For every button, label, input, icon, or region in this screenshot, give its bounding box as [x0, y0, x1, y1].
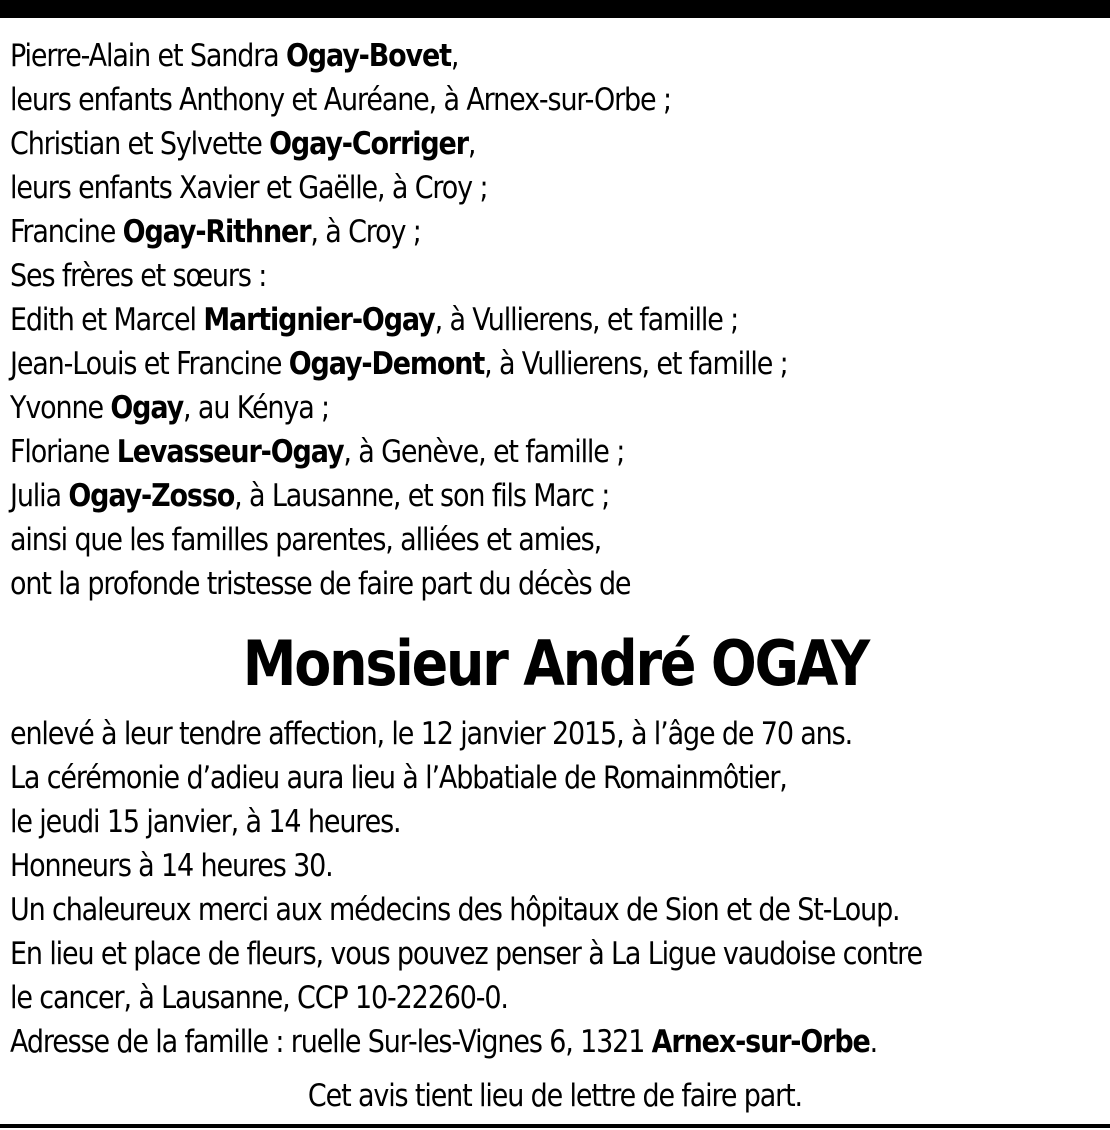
text-segment: enlevé à leur tendre affection, le 12 janvier 2015, à l’âge de 70 ans.: [10, 716, 853, 752]
family-name: Ogay-Zosso: [68, 478, 235, 514]
detail-line: [10, 932, 963, 976]
detail-line: [10, 844, 963, 888]
deceased-name: Monsieur André OGAY: [242, 627, 868, 700]
detail-line: [10, 800, 963, 844]
bottom-border-rule: [0, 1124, 1110, 1128]
text-segment: Yvonne: [10, 390, 111, 426]
mourner-line: [10, 254, 963, 298]
text-segment: , à Vullierens, et famille ;: [434, 302, 739, 338]
text-segment: ,: [467, 126, 476, 162]
text-segment: Ses frères et sœurs :: [10, 258, 267, 294]
family-name: Ogay-Bovet: [286, 38, 451, 74]
text-segment: , à Genève, et famille ;: [343, 434, 625, 470]
text-segment: , à Vullierens, et famille ;: [484, 346, 788, 382]
text-segment: Julia: [10, 478, 69, 514]
text-segment: Un chaleureux merci aux médecins des hôpitaux de Sion et de St-Loup.: [10, 892, 900, 928]
family-name: Ogay-Rithner: [122, 214, 311, 250]
mourner-line: [10, 342, 963, 386]
text-segment: Floriane: [10, 434, 117, 470]
text-segment: Honneurs à 14 heures 30.: [10, 848, 333, 884]
text-segment: leurs enfants Anthony et Auréane, à Arnex-sur-Orbe ;: [10, 82, 671, 118]
text-segment: le jeudi 15 janvier, à 14 heures.: [10, 804, 401, 840]
detail-line: [10, 888, 963, 932]
mourner-line: [10, 518, 963, 562]
text-segment: ainsi que les familles parentes, alliées et amies,: [10, 522, 602, 558]
family-name: Arnex-sur-Orbe: [651, 1024, 870, 1060]
top-border-rule: [0, 0, 1110, 18]
family-name: Ogay-Corriger: [269, 126, 468, 162]
detail-line: [10, 756, 963, 800]
text-segment: , au Kénya ;: [183, 390, 330, 426]
mourner-line: [10, 34, 963, 78]
closing-note-text: Cet avis tient lieu de lettre de faire part.: [307, 1078, 803, 1114]
ceremony-details: [10, 712, 1105, 1064]
mourner-line: [10, 386, 963, 430]
mourner-line: [10, 430, 963, 474]
text-segment: Francine: [10, 214, 123, 250]
text-segment: ,: [450, 38, 459, 74]
text-segment: leurs enfants Xavier et Gaëlle, à Croy ;: [10, 170, 488, 206]
family-name: Martignier-Ogay: [203, 302, 435, 338]
mourner-line: [10, 474, 963, 518]
mourner-line: [10, 210, 963, 254]
closing-note: [0, 1074, 1110, 1118]
mourner-line: [10, 78, 963, 122]
mourner-line: [10, 562, 963, 606]
text-segment: Christian et Sylvette: [10, 126, 270, 162]
deceased-name-heading: [0, 628, 1110, 700]
family-name: Ogay: [110, 390, 184, 426]
text-segment: , à Lausanne, et son fils Marc ;: [234, 478, 610, 514]
text-segment: ont la profonde tristesse de faire part du décès de: [10, 566, 631, 602]
text-segment: Pierre-Alain et Sandra: [10, 38, 287, 74]
detail-line: [10, 976, 963, 1020]
text-segment: Edith et Marcel: [10, 302, 204, 338]
text-segment: Adresse de la famille : ruelle Sur-les-Vignes 6, 1321: [10, 1024, 652, 1060]
text-segment: , à Croy ;: [310, 214, 421, 250]
text-segment: Jean-Louis et Francine: [10, 346, 289, 382]
text-segment: le cancer, à Lausanne, CCP 10-22260-0.: [10, 980, 508, 1016]
text-segment: En lieu et place de fleurs, vous pouvez penser à La Ligue vaudoise contre: [10, 936, 922, 972]
family-name: Ogay-Demont: [288, 346, 485, 382]
family-name: Levasseur-Ogay: [116, 434, 344, 470]
mourner-line: [10, 122, 963, 166]
mourner-line: [10, 298, 963, 342]
text-segment: .: [869, 1024, 878, 1060]
detail-line: [10, 712, 963, 756]
detail-line: [10, 1020, 963, 1064]
text-segment: La cérémonie d’adieu aura lieu à l’Abbatiale de Romainmôtier,: [10, 760, 787, 796]
mourners-list: [10, 34, 1105, 606]
mourner-line: [10, 166, 963, 210]
